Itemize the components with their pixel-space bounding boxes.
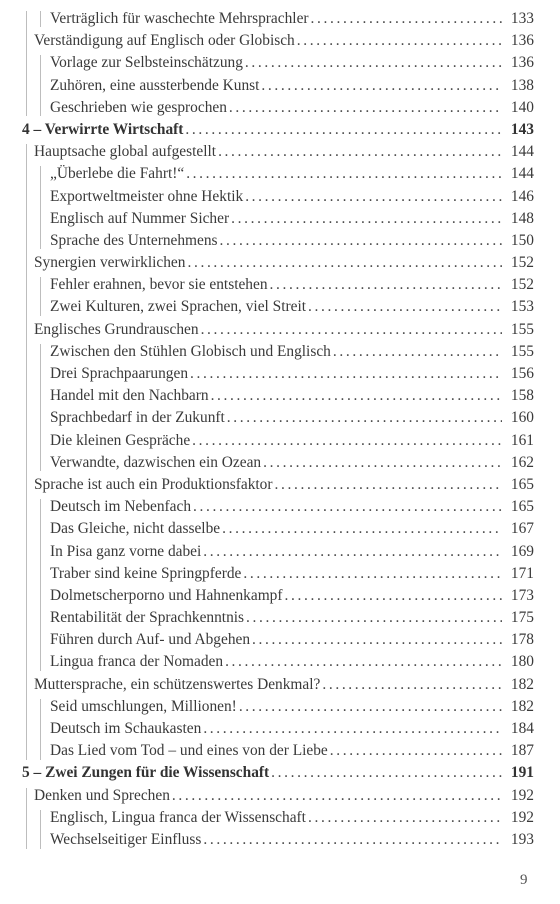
toc-entry-page: 162	[510, 453, 534, 471]
toc-entry-page: 153	[510, 298, 534, 316]
toc-entry-page: 133	[510, 10, 534, 27]
dot-leader	[252, 629, 502, 651]
dot-leader	[203, 541, 502, 563]
toc-entry-title: Geschrieben wie gesprochen	[50, 98, 227, 116]
toc-entry-title: Dolmetscherporno und Hahnenkampf	[50, 586, 283, 604]
toc-entry-row	[50, 541, 534, 563]
toc-entry-title: 5 – Zwei Zungen für die Wissenschaft	[22, 764, 270, 782]
toc-entry-row	[22, 119, 534, 141]
dot-leader	[333, 341, 502, 363]
toc-entry-title: Handel mit den Nachbarn	[50, 387, 209, 405]
page-number: 9	[520, 872, 528, 888]
toc-section-entry	[22, 319, 534, 341]
dot-leader	[308, 807, 502, 829]
dot-leader	[225, 651, 502, 673]
toc-entry-title: Zwischen den Stühlen Globisch und Englisch	[50, 342, 331, 360]
toc-entry-title: 4 – Verwirrte Wirtschaft	[22, 120, 184, 138]
toc-entry-page: 136	[510, 54, 534, 72]
toc-subsection-entry	[22, 341, 534, 363]
toc-subsection-entry	[22, 585, 534, 607]
toc-subsection-entry	[22, 541, 534, 563]
tree-guide-line	[26, 788, 27, 849]
toc-entry-title: Vorlage zur Selbsteinschätzung	[50, 54, 243, 72]
toc-entry-page: 152	[510, 254, 534, 272]
toc-chapter-entry	[22, 762, 534, 784]
toc-entry-page: 178	[510, 631, 534, 649]
toc-subsection-entry	[22, 274, 534, 296]
toc-entry-page: 144	[510, 165, 534, 183]
toc-subsection-entry	[22, 518, 534, 540]
toc-entry-title: Rentabilität der Sprachkenntnis	[50, 609, 245, 627]
toc-entry-page: 146	[510, 187, 534, 205]
toc-entry-title: Seid umschlungen, Millionen!	[50, 697, 237, 715]
toc-subsection-entry	[22, 496, 534, 518]
toc-entry-page: 192	[510, 786, 534, 804]
toc-entry-row	[34, 30, 534, 52]
toc-entry-title: Denken und Sprechen	[34, 786, 170, 804]
toc-entry-row	[50, 629, 534, 651]
toc-subsection-entry	[22, 718, 534, 740]
dot-leader	[203, 829, 502, 851]
toc-entry-page: 152	[510, 276, 534, 294]
tree-guide-line	[40, 166, 41, 249]
toc-entry-row	[50, 807, 534, 829]
toc-entry-page: 144	[510, 143, 534, 161]
toc-entry-page: 150	[510, 231, 534, 249]
toc-entry-title: Die kleinen Gespräche	[50, 431, 191, 449]
dot-leader	[308, 296, 502, 318]
dot-leader	[246, 607, 502, 629]
toc-entry-row	[50, 563, 534, 585]
toc-entry-row	[50, 651, 534, 673]
dot-leader	[186, 163, 502, 185]
toc-entry-page: 169	[510, 542, 534, 560]
toc-entry-page: 158	[510, 387, 534, 405]
toc-entry-row	[50, 452, 534, 474]
dot-leader	[311, 8, 502, 30]
toc-entry-title: Synergien verwirklichen	[34, 254, 186, 272]
toc-entry-row	[50, 341, 534, 363]
toc-entry-page: 165	[510, 475, 534, 493]
toc-subsection-entry	[22, 829, 534, 851]
toc-entry-page: 187	[510, 742, 534, 760]
toc-entry-title: Deutsch im Nebenfach	[50, 498, 192, 516]
toc-entry-title: Verständigung auf Englisch oder Globisch	[34, 32, 295, 50]
toc-entry-page: 173	[510, 586, 534, 604]
toc-entry-page: 148	[510, 209, 534, 227]
toc-section-entry	[22, 252, 534, 274]
toc-subsection-entry	[22, 607, 534, 629]
toc-entry-row	[50, 696, 534, 718]
dot-leader	[187, 252, 502, 274]
tree-guide-line	[40, 277, 41, 315]
toc-entry-row	[50, 296, 534, 318]
tree-guide-line	[26, 144, 27, 760]
dot-leader	[245, 52, 502, 74]
toc-entry-title: Lingua franca der Nomaden	[50, 653, 224, 671]
dot-leader	[211, 385, 502, 407]
toc-entry-page: 138	[510, 76, 534, 94]
toc-entry-page: 175	[510, 609, 534, 627]
dot-leader	[275, 474, 502, 496]
dot-leader	[330, 740, 502, 762]
toc-entry-row	[50, 274, 534, 296]
dot-leader	[203, 718, 502, 740]
toc-entry-row	[50, 97, 534, 119]
dot-leader	[222, 518, 502, 540]
toc-entry-title: Zuhören, eine aussterbende Kunst	[50, 76, 260, 94]
toc-entry-title: Verträglich für waschechte Mehrsprachler	[50, 10, 309, 27]
toc-entry-row	[50, 430, 534, 452]
dot-leader	[261, 75, 502, 97]
toc-subsection-entry	[22, 52, 534, 74]
toc-entry-row	[50, 385, 534, 407]
toc-entry-row	[50, 163, 534, 185]
toc-subsection-entry	[22, 385, 534, 407]
toc-entry-title: Sprachbedarf in der Zukunft	[50, 409, 225, 427]
toc-entry-page: 182	[510, 675, 534, 693]
toc-entry-title: Sprache des Unternehmens	[50, 231, 218, 249]
toc-entry-row	[34, 474, 534, 496]
toc-entry-title: Verwandte, dazwischen ein Ozean	[50, 453, 262, 471]
toc-entry-page: 140	[510, 98, 534, 116]
toc-entry-page: 160	[510, 409, 534, 427]
toc-entry-row	[50, 496, 534, 518]
toc-subsection-entry	[22, 230, 534, 252]
toc-entry-row	[50, 740, 534, 762]
toc-entry-title: Drei Sprachpaarungen	[50, 365, 189, 382]
dot-leader	[227, 407, 502, 429]
toc-entry-page: 184	[510, 720, 534, 737]
toc-section-entry	[22, 30, 534, 52]
dot-leader	[322, 674, 502, 696]
toc-entry-page: 161	[510, 431, 534, 449]
toc-entry-title: Zwei Kulturen, zwei Sprachen, viel Streit	[50, 298, 307, 316]
toc-subsection-entry	[22, 186, 534, 208]
toc-entry-row	[50, 518, 534, 540]
tree-guide-line	[40, 11, 41, 27]
dot-leader	[201, 319, 502, 341]
toc-entry-page: 155	[510, 342, 534, 360]
toc-entry-title: Hauptsache global aufgestellt	[34, 143, 217, 161]
toc-entry-title: Englisch, Lingua franca der Wissenschaft	[50, 808, 306, 826]
toc-subsection-entry	[22, 629, 534, 651]
toc-entry-row	[50, 718, 534, 740]
toc-entry-page: 192	[510, 808, 534, 826]
dot-leader	[229, 97, 502, 119]
toc-entry-row	[50, 585, 534, 607]
tree-guide-line	[40, 699, 41, 760]
toc-subsection-entry	[22, 363, 534, 385]
toc-entry-title: Sprache ist auch ein Produktionsfaktor	[34, 475, 273, 493]
toc-entry-page: 143	[510, 120, 534, 138]
toc-entry-row	[50, 186, 534, 208]
toc-entry-row	[34, 141, 534, 163]
toc-section-entry	[22, 141, 534, 163]
toc-entry-title: Englisch auf Nummer Sicher	[50, 209, 230, 227]
toc-subsection-entry	[22, 696, 534, 718]
toc-entry-title: Traber sind keine Springpferde	[50, 564, 242, 582]
toc-entry-page: 136	[510, 32, 534, 50]
toc-entry-row	[50, 208, 534, 230]
toc-subsection-entry	[22, 563, 534, 585]
toc-entry-row	[50, 75, 534, 97]
toc-entry-title: Fehler erahnen, bevor sie entstehen	[50, 276, 268, 294]
tree-guide-line	[40, 499, 41, 671]
toc-subsection-entry	[22, 807, 534, 829]
toc-entry-title: Deutsch im Schaukasten	[50, 720, 202, 737]
dot-leader	[285, 585, 502, 607]
toc-entry-row	[34, 252, 534, 274]
toc-entry-title: „Überlebe die Fahrt!“	[50, 165, 185, 183]
toc-entry-page: 180	[510, 653, 534, 671]
toc-entry-page: 155	[510, 320, 534, 338]
toc-entry-row	[34, 785, 534, 807]
toc-entry-page: 182	[510, 697, 534, 715]
toc-subsection-entry	[22, 8, 534, 30]
toc-entry-title: Englisches Grundrauschen	[34, 320, 199, 338]
toc-entry-row	[34, 674, 534, 696]
toc-entry-page: 193	[510, 830, 534, 848]
toc-subsection-entry	[22, 163, 534, 185]
dot-leader	[239, 696, 502, 718]
toc-entry-page: 156	[510, 365, 534, 382]
tree-guide-line	[40, 810, 41, 848]
dot-leader	[193, 496, 502, 518]
toc-subsection-entry	[22, 97, 534, 119]
toc-entry-title: Das Gleiche, nicht dasselbe	[50, 520, 221, 538]
toc-entry-title: In Pisa ganz vorne dabei	[50, 542, 202, 560]
toc-entry-page: 165	[510, 498, 534, 516]
dot-leader	[263, 452, 502, 474]
toc-entry-title: Führen durch Auf- und Abgehen	[50, 631, 251, 649]
toc-subsection-entry	[22, 208, 534, 230]
toc-entry-row	[50, 829, 534, 851]
toc-entry-title: Exportweltmeister ohne Hektik	[50, 187, 244, 205]
toc-entry-page: 167	[510, 520, 534, 538]
toc-subsection-entry	[22, 430, 534, 452]
toc-subsection-entry	[22, 407, 534, 429]
toc-entry-page: 191	[510, 764, 534, 782]
toc-entry-row	[50, 8, 534, 30]
dot-leader	[270, 274, 502, 296]
toc-entry-row	[50, 363, 534, 385]
dot-leader	[218, 141, 502, 163]
dot-leader	[245, 186, 502, 208]
toc-section-entry	[22, 674, 534, 696]
toc-entry-page: 171	[510, 564, 534, 582]
toc-subsection-entry	[22, 740, 534, 762]
toc-entry-title: Muttersprache, ein schützenswertes Denkmal?	[34, 675, 321, 693]
table-of-contents	[22, 8, 534, 851]
dot-leader	[297, 30, 502, 52]
toc-subsection-entry	[22, 296, 534, 318]
dot-leader	[271, 762, 502, 784]
toc-subsection-entry	[22, 452, 534, 474]
toc-section-entry	[22, 785, 534, 807]
toc-entry-title: Das Lied vom Tod – und eines von der Liebe	[50, 742, 328, 760]
tree-guide-line	[40, 344, 41, 471]
toc-subsection-entry	[22, 651, 534, 673]
toc-entry-row	[50, 407, 534, 429]
toc-subsection-entry	[22, 75, 534, 97]
dot-leader	[172, 785, 502, 807]
toc-chapter-entry	[22, 119, 534, 141]
dot-leader	[185, 119, 502, 141]
dot-leader	[220, 230, 502, 252]
tree-guide-line	[40, 55, 41, 116]
toc-entry-row	[50, 607, 534, 629]
toc-entry-title: Wechselseitiger Einfluss	[50, 830, 202, 848]
dot-leader	[192, 430, 502, 452]
dot-leader	[190, 363, 502, 385]
tree-guide-line	[26, 11, 27, 116]
toc-entry-row	[34, 319, 534, 341]
dot-leader	[231, 208, 502, 230]
toc-section-entry	[22, 474, 534, 496]
toc-entry-row	[50, 230, 534, 252]
toc-entry-row	[22, 762, 534, 784]
dot-leader	[243, 563, 502, 585]
toc-entry-row	[50, 52, 534, 74]
